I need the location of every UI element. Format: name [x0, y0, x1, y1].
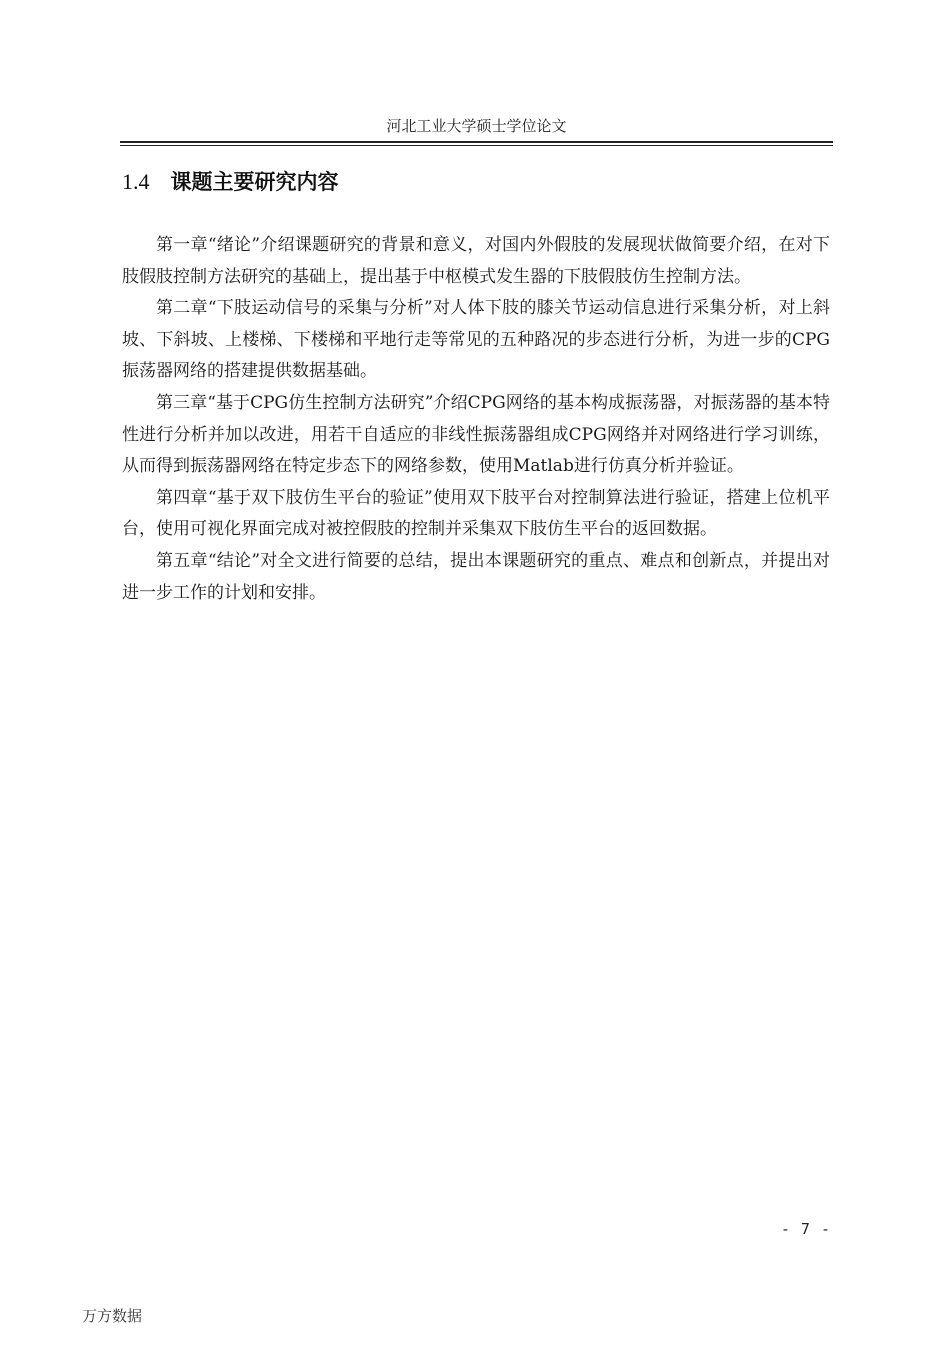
source-watermark: 万方数据: [82, 1307, 143, 1325]
header-rule-secondary: [120, 145, 833, 146]
page-number: - 7 -: [780, 1220, 831, 1238]
paragraph-chapter-1: 第一章“绪论”介绍课题研究的背景和意义，对国内外假肢的发展现状做简要介绍，在对下肢假肢控制方法研究的基础上，提出基于中枢模式发生器的下肢假肢仿生控制方法。: [122, 235, 830, 287]
section-title: 课题主要研究内容: [170, 170, 339, 194]
section-heading: [122, 166, 339, 199]
running-header: 河北工业大学硕士学位论文: [386, 117, 567, 135]
section-number: 1.4: [122, 169, 150, 194]
paragraph-chapter-4: 第四章“基于双下肢仿生平台的验证”使用双下肢平台对控制算法进行验证，搭建上位机平台，使用可视化界面完成对被控假肢的控制并采集双下肢仿生平台的返回数据。: [122, 487, 830, 540]
body-text: [122, 230, 830, 609]
header-rule: [120, 141, 833, 143]
paragraph-chapter-5: 第五章“结论”对全文进行简要的总结，提出本课题研究的重点、难点和创新点，并提出对进一步工作的计划和安排。: [122, 550, 830, 603]
paragraph-chapter-2: 第二章“下肢运动信号的采集与分析”对人体下肢的膝关节运动信息进行采集分析，对上斜坡、下斜坡、上楼梯、下楼梯和平地行走等常见的五种路况的步态进行分析，为进一步的CPG振荡器网络的搭建提供数据基础。: [122, 298, 830, 382]
paragraph-chapter-3: 第三章“基于CPG仿生控制方法研究”介绍CPG网络的基本构成振荡器，对振荡器的基本特性进行分析并加以改进，用若干自适应的非线性振荡器组成CPG网络并对网络进行学习训练，从而得到振荡器网络在特定步态下的网络参数，使用Matlab进行仿真分析并验证。: [122, 392, 830, 477]
